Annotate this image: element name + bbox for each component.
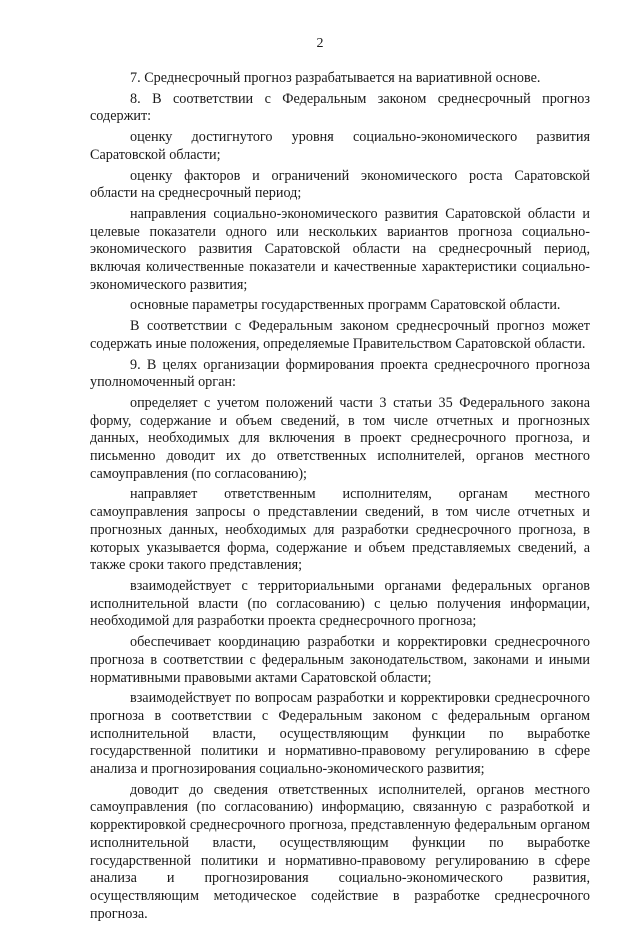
list-item: обеспечивает координацию разработки и корректировки среднесрочного прогноза в соответствии с федеральным законодательством, законами и иными нормативными правовыми актами Саратовской области; [90, 634, 590, 686]
list-item: доводит до сведения ответственных исполнителей, органов местного самоуправления (по согласованию) информацию, связанную с разработкой и корректировкой среднесрочного прогноза, представленную федеральным органом исполнительной власти, осуществляющим функции по выработке государственной политики и нормативно-правовому регулированию в сфере анализа и прогнозирования социально-экономического развития, осуществляющим методическое содействие в разработке среднесрочного прогноза. [90, 781, 590, 922]
list-item: взаимодействует с территориальными органами федеральных органов исполнительной власти (по согласованию) с целью получения информации, необходимой для разработки проекта среднесрочного прогноза; [90, 577, 590, 630]
paragraph-7: 7. Среднесрочный прогноз разрабатывается на вариативной основе. [130, 70, 541, 86]
list-item: взаимодействует по вопросам разработки и корректировки среднесрочного прогноза в соответствии с Федеральным законом с федеральным органом исполнительной власти, осуществляющим функции по выработке государственной политики и нормативно-правовому регулированию в сфере анализа и прогнозирования социально-экономического развития; [90, 690, 590, 778]
paragraph-9: 9. В целях организации формирования проекта среднесрочного прогноза уполномоченный орган: [90, 356, 590, 391]
list-item: направления социально-экономического развития Саратовской области и целевые показатели одного или нескольких вариантов прогноза социально-экономического развития Саратовской области на среднесрочный период, включая количественные показатели и качественные характеристики социально-экономического развития; [90, 205, 590, 293]
list-item: определяет с учетом положений части 3 статьи 35 Федерального закона форму, содержание и объем сведений, в том числе отчетных и прогнозных данных, необходимых для включения в проект среднесрочного прогноза, и письменно доводит их до ответственных исполнителей, органов местного самоуправления (по согласованию); [90, 394, 590, 482]
document-body [90, 70, 590, 926]
paragraph: В соответствии с Федеральным законом среднесрочный прогноз может содержать иные положения, определяемые Правительством Саратовской области. [90, 318, 590, 352]
list-item: оценку факторов и ограничений экономического роста Саратовской области на среднесрочный период; [90, 167, 590, 202]
paragraph-8: 8. В соответствии с Федеральным законом среднесрочный прогноз содержит: [90, 90, 590, 125]
list-item: оценку достигнутого уровня социально-экономического развития Саратовской области; [90, 129, 590, 163]
list-item: направляет ответственным исполнителям, органам местного самоуправления запросы о представлении сведений, в том числе отчетных и прогнозных данных, необходимых для разработки среднесрочного прогноза, в которых указывается форма, содержание и объем представляемых сведений, а также сроки такого представления; [90, 486, 590, 574]
list-item: основные параметры государственных программ Саратовской области. [130, 297, 561, 314]
page-number: 2 [316, 36, 324, 51]
